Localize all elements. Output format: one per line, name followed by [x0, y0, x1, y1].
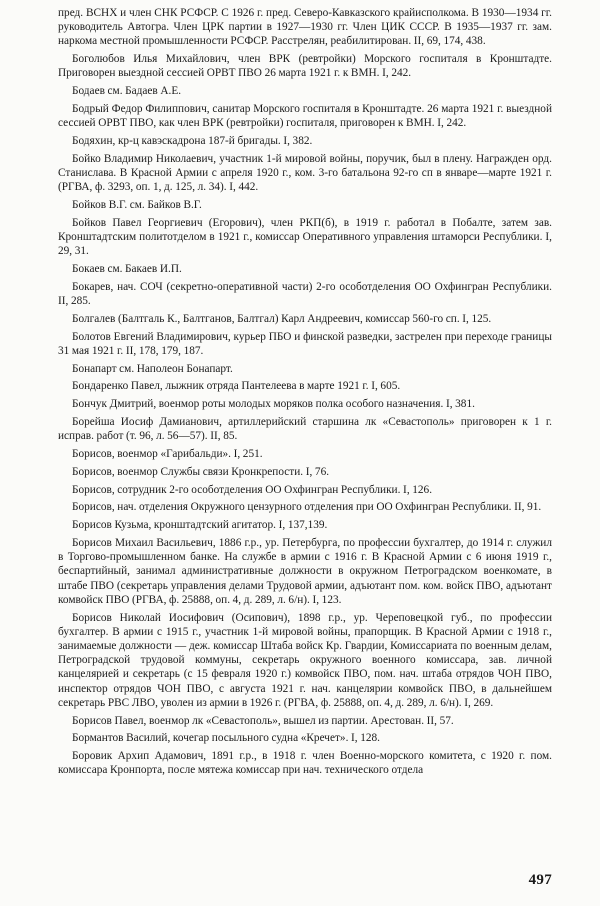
index-entry: Бончук Дмитрий, военмор роты молодых моряков полка особого назначения. I, 381. — [72, 398, 475, 411]
index-entry: Бодяхин, кр-ц кавэскадрона 187-й бригады. I, 382. — [72, 135, 313, 147]
index-entry: Борейша Иосиф Дамианович, артиллерийский старшина лк «Севастополь» приговорен к 1 г. исправ. работ (т. 96, л. 56—57). II, 85. — [58, 415, 552, 443]
index-entry: Бокаев см. Бакаев И.П. — [72, 263, 182, 275]
index-entry: Болгалев (Балтгаль К., Балтганов, Балтгал) Карл Андреевич, комиссар 560-го сп. I, 125. — [72, 312, 492, 325]
index-entry: Борисов, военмор Службы связи Кронкрепости. I, 76. — [72, 465, 330, 478]
index-entry: Боровик Архип Адамович, 1891 г.р., в 1918 г. член Военно-морского комитета, с 1920 г. пом. комиссара Кронпорта, после мятежа комиссар при нач. технического отдела — [58, 750, 552, 777]
index-entry: Болотов Евгений Владимирович, курьер ПБО и финской разведки, застрелен при переходе границы 31 мая 1921 г. II, 178, 179, 187. — [58, 330, 552, 357]
index-entry: Борисов Павел, военмор лк «Севастополь», вышел из партии. Арестован. II, 57. — [72, 714, 454, 727]
index-entry: Борисов, военмор «Гарибальди». I, 251. — [72, 447, 263, 460]
index-entry: Борисов Николай Иосифович (Осипович), 1898 г.р., ур. Череповецкой губ., по профессии бухгалтер. В армии с 1915 г., участник 1-й мировой войны, прапорщик. В Красной Армии с 1918 г., занимаемые должности — деж. комиссар Штаба войск Кр. Гвардии, Комиссариата по военным делам, Петроградской трудовой коммуны, секретарь окружного военного комиссара, зав. личной канцелярией и секретарь (с 15 февраля 1920 г.) комвойск ПВО, пом. нач. штаба отрядов ЧОН ПВО, инспектор отрядов ЧОН ПВО, с августа 1921 г. нач. канцелярии комвойск ПВО, в дальнейшем секретарь РВС ЛВО, уволен из армии в 1926 г. (РГВА, ф. 25888, оп. 4, д. 289, л. 6/н). I, 269. — [58, 611, 552, 709]
index-entry: Бойков Павел Георгиевич (Егорович), член РКП(б), в 1919 г. работал в Побалте, затем зав. Кронштадтским политотделом в 1921 г., комиссар Оперативного управления штаморси Республики. I, 29, 31. — [58, 216, 552, 258]
index-entry: Бормантов Василий, кочегар посыльного судна «Кречет». I, 128. — [72, 732, 381, 745]
index-entry: Борисов, нач. отделения Окружного цензурного отделения при ОО Охфингран Республики. II, 91. — [72, 501, 542, 514]
index-entry: Борисов, сотрудник 2-го особотделения ОО Охфингран Республики. I, 126. — [72, 483, 433, 496]
page-number: 497 — [528, 872, 552, 888]
index-entries — [58, 6, 552, 781]
index-entry: Бойко Владимир Николаевич, участник 1-й мировой войны, поручик, был в плену. Награжден орд. Станислава. В Красной Армии с апреля 1920 г., ком. 3-го батальона 92-го сп в январе—марте 1921 г. (РГВА, ф. 3293, оп. 1, д. 125, л. 34). I, 442. — [58, 152, 552, 194]
index-entry: Борисов Кузьма, кронштадтский агитатор. I, 137,139. — [72, 519, 328, 532]
index-entry: Бодрый Федор Филиппович, санитар Морского госпиталя в Кронштадте. 26 марта 1921 г. выездной сессией ОРВТ ПВО, как член ВРК (ревтройки) госпиталя, приговорен к ВМН. I, 242. — [58, 103, 552, 130]
index-entry: Бонапарт см. Наполеон Бонапарт. — [72, 362, 233, 375]
index-entry: Борисов Михаил Васильевич, 1886 г.р., ур. Петербурга, по профессии бухгалтер, до 1914 г. служил в Торгово-промышленном банке. На службе в армии с 1916 г. В Красной Армии с 6 июня 1919 г., беспартийный, занимал административные должности в окружном Петроградском военкомате, в штабе ПВО (секретарь управления делами Трудовой армии, адъютант пом. ком. войск ПВО, адъютант комвойск ПВО (РГВА, ф. 25888, оп. 4, д. 289, л. 6/н). I, 123. — [58, 536, 552, 606]
index-entry: Бондаренко Павел, лыжник отряда Пантелеева в марте 1921 г. I, 605. — [72, 380, 401, 393]
index-entry: Бодаев см. Бадаев А.Е. — [72, 85, 182, 98]
index-entry: Бокарев, нач. СОЧ (секретно-оперативной части) 2-го особотделения ОО Охфингран Республики. II, 285. — [58, 280, 552, 307]
index-entry: Бойков В.Г. см. Байков В.Г. — [72, 199, 202, 211]
index-entry: пред. ВСНХ и член СНК РСФСР. С 1926 г. пред. Северо-Кавказского крайисполкома. В 1930—1934 гг. руководитель Автогра. Член ЦРК партии в 1927—1930 гг. Член ЦИК СССР. В 1935—1937 гг. зам. наркома местной промышленности РСФСР. Расстрелян, реабилитирован. II, 69, 174, 438. — [58, 7, 552, 48]
index-entry: Боголюбов Илья Михайлович, член ВРК (ревтройки) Морского госпиталя в Кронштадте. Приговорен выездной сессией ОРВТ ПВО 26 марта 1921 г. к ВМН. I, 242. — [58, 53, 552, 80]
